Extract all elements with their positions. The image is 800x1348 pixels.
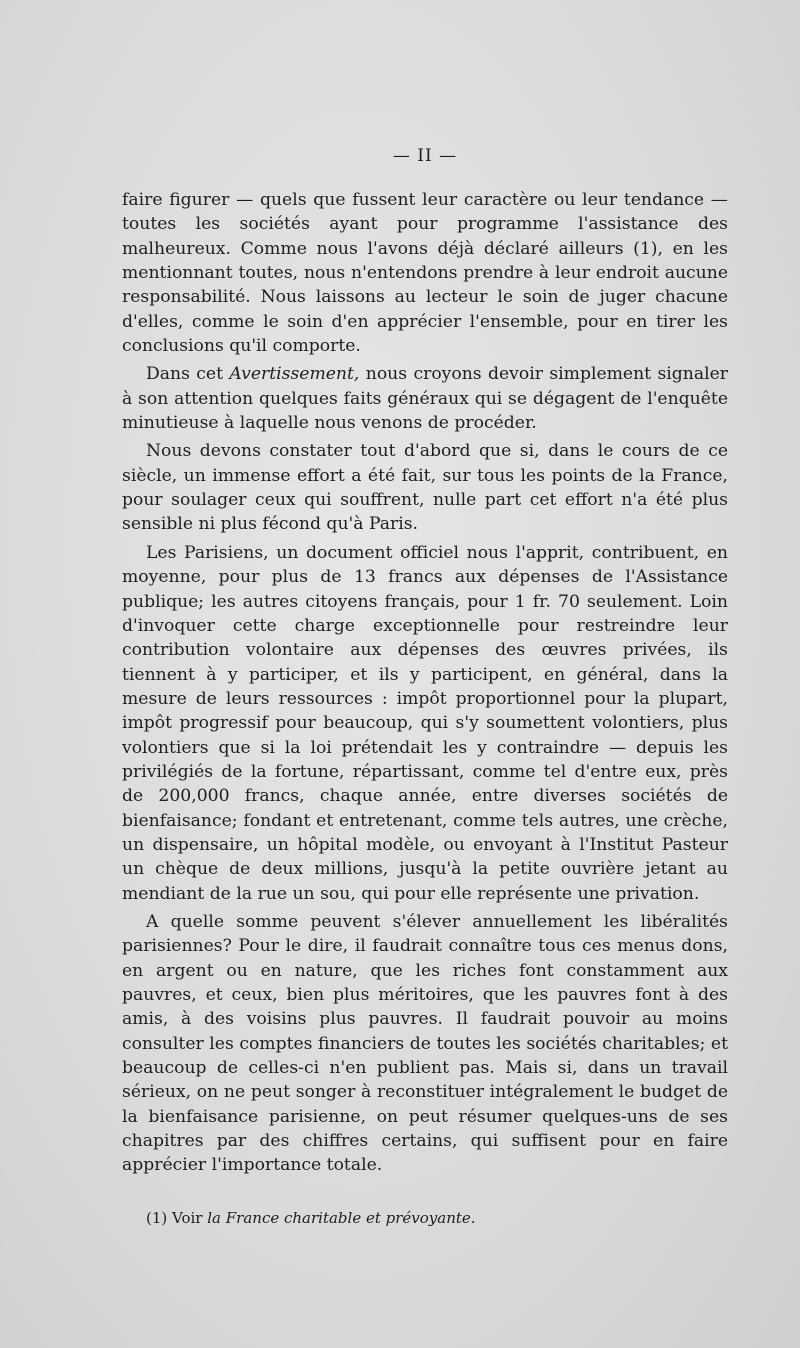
page-number: — II — — [392, 146, 458, 166]
footnote-title: la France charitable et prévoyante. — [207, 1209, 476, 1227]
paragraph-3: Nous devons constater tout d'abord que si, dans le cours de ce siècle, un immense effort a été fait, sur tous les points de la France, pour soulager ceux qui souffrent, nulle part cet effort n'a été plus sensible ni plus fécond qu'à Paris. — [122, 441, 728, 535]
paragraph-2-lead: Dans cet — [146, 364, 230, 385]
avertissement-italic: Avertissement, — [229, 364, 360, 385]
footnote-marker: (1) Voir — [146, 1209, 208, 1227]
page-body — [122, 146, 728, 1178]
paragraph-4: Les Parisiens, un document officiel nous l'apprit, contribuent, en moyenne, pour plus de 13 francs aux dépenses de l'Assistance publique; les autres citoyens français, pour 1 fr. 70 seulement. Loin d'invoquer cette charge exceptionnelle pour restreindre leur contribution volontaire aux dépenses des œuvres privées, ils tiennent à y participer, et ils y participent, en général, dans la mesure de leurs ressources : impôt proportionnel pour la plupart, impôt progressif pour beaucoup, qui s'y soumettent volontiers, plus volontiers que si la loi prétendait les y contraindre — depuis les privilégiés de la fortune, répartissant, comme tel d'entre eux, près de 200,000 francs, chaque année, entre diverses sociétés de bienfaisance; fondant et entretenant, comme tels autres, une crèche, un dispensaire, un hôpital modèle, ou envoyant à l'Institut Pasteur un chèque de deux millions, jusqu'à la petite ouvrière jetant au mendiant de la rue un sou, qui pour elle représente une privation. — [122, 542, 728, 904]
paragraph-5: A quelle somme peuvent s'élever annuellement les libéralités parisiennes? Pour le dire, il faudrait connaître tous ces menus dons, en argent ou en nature, que les riches font constamment aux pauvres, et ceux, bien plus méritoires, que les pauvres font à des amis, à des voisins plus pauvres. Il faudrait pouvoir au moins consulter les comptes financiers de toutes les sociétés charitables; et beaucoup de celles-ci n'en publient pas. Mais si, dans un travail sérieux, on ne peut songer à reconstituer intégralement le budget de la bienfaisance parisienne, on peut résumer quelques-uns de ses chapitres par des chiffres certains, qui suffisent pour en faire apprécier l'importance totale. — [122, 911, 728, 1176]
footnote — [146, 1208, 476, 1228]
paragraph-1: faire figurer — quels que fussent leur caractère ou leur tendance — toutes les sociétés ayant pour programme l'assistance des malheureux. Comme nous l'avons déjà déclaré ailleurs (1), en les mentionnant toutes, nous n'entendons prendre à leur endroit aucune responsabilité. Nous laissons au lecteur le soin de juger chacune d'elles, comme le soin d'en apprécier l'ensemble, pour en tirer les conclusions qu'il comporte. — [122, 190, 728, 357]
paragraph-2 — [122, 362, 728, 435]
paragraph-2-rest: nous croyons devoir simplement signaler à son attention quelques faits généraux qui se dégagent de l'enquête minutieuse à laquelle nous venons de procéder. — [122, 364, 728, 434]
